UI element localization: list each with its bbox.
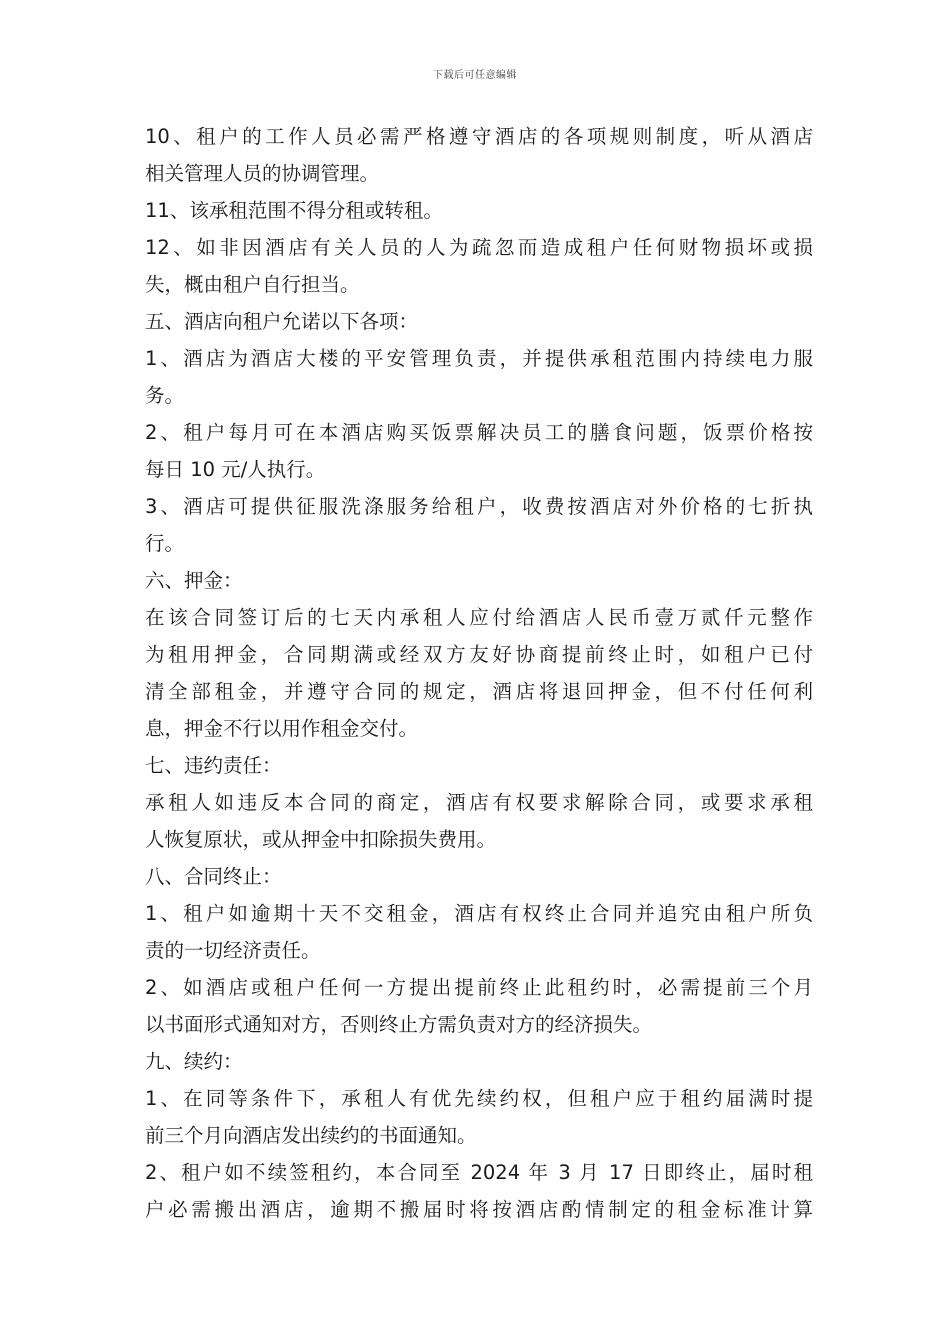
text-line: 2、租户如不续签租约，本合同至 2024 年 3 月 17 日即终止，届时租 (145, 1161, 813, 1184)
text-line: 相关管理人员的协调管理。 (145, 162, 380, 185)
text-line: 行。 (145, 532, 185, 555)
text-line: 五、酒店向租户允诺以下各项： (145, 310, 419, 333)
text-line: 责的一切经济责任。 (145, 939, 321, 962)
text-line: 息，押金不行以用作租金交付。 (145, 717, 419, 740)
text-line: 六、押金： (145, 569, 243, 592)
text-line: 1、租户如逾期十天不交租金，酒店有权终止合同并追究由租户所负 (145, 902, 813, 925)
text-line: 1、在同等条件下，承租人有优先续约权，但租户应于租约届满时提 (145, 1087, 813, 1110)
text-line: 2、如酒店或租户任何一方提出提前终止此租约时，必需提前三个月 (145, 976, 813, 999)
text-line: 前三个月向酒店发出续约的书面通知。 (145, 1124, 477, 1147)
text-line: 清全部租金，并遵守合同的规定，酒店将退回押金，但不付任何利 (145, 680, 813, 703)
text-line: 1、酒店为酒店大楼的平安管理负责，并提供承租范围内持续电力服 (145, 347, 813, 370)
text-line: 2、租户每月可在本酒店购买饭票解决员工的膳食问题，饭票价格按 (145, 421, 813, 444)
text-line: 人恢复原状，或从押金中扣除损失费用。 (145, 828, 497, 851)
text-line: 10、租户的工作人员必需严格遵守酒店的各项规则制度，听从酒店 (145, 125, 813, 148)
text-line: 11、该承租范围不得分租或转租。 (145, 199, 443, 222)
text-line: 为租用押金，合同期满或经双方友好协商提前终止时，如租户已付 (145, 643, 813, 666)
text-line: 在该合同签订后的七天内承租人应付给酒店人民币壹万贰仟元整作 (145, 606, 813, 629)
document-body (145, 118, 813, 1228)
text-line: 户必需搬出酒店，逾期不搬届时将按酒店酌情制定的租金标准计算 (145, 1198, 813, 1221)
text-line: 八、合同终止： (145, 865, 282, 888)
text-line: 3、酒店可提供征服洗涤服务给租户，收费按酒店对外价格的七折执 (145, 495, 813, 518)
text-line: 七、违约责任： (145, 754, 282, 777)
text-line: 失，概由租户自行担当。 (145, 273, 360, 296)
text-line: 12、如非因酒店有关人员的人为疏忽而造成租户任何财物损坏或损 (145, 236, 813, 259)
text-line: 每日 10 元/人执行。 (145, 458, 326, 481)
page-header: 下载后可任意编辑 (433, 70, 517, 81)
text-line: 九、续约： (145, 1050, 243, 1073)
text-line: 务。 (145, 384, 185, 407)
text-line: 以书面形式通知对方，否则终止方需负责对方的经济损失。 (145, 1013, 653, 1036)
text-line: 承租人如违反本合同的商定，酒店有权要求解除合同，或要求承租 (145, 791, 813, 814)
